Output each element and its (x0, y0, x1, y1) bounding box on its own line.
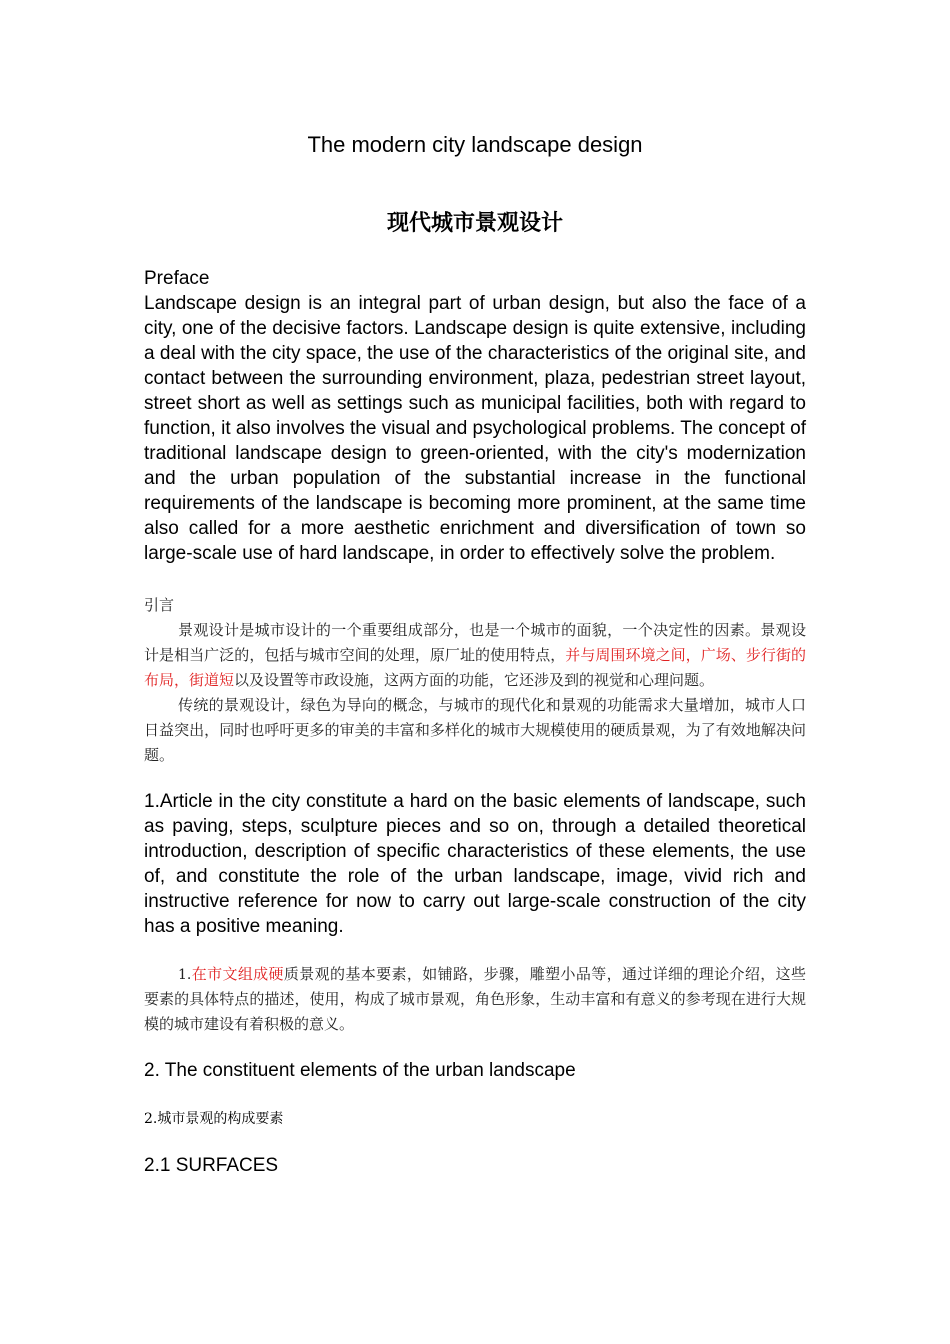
section-2-1-heading: 2.1 SURFACES (144, 1155, 279, 1176)
intro-paragraph-cn-1 (144, 618, 806, 693)
intro-paragraph-cn-2: 传统的景观设计，绿色为导向的概念，与城市的现代化和景观的功能需求大量增加，城市人口日益突出，同时也呼吁更多的审美的丰富和多样化的城市大规模使用的硬质景观，为了有效地解决问题。 (144, 696, 806, 764)
article-cn-number: 1. (178, 967, 192, 983)
article-cn-highlight: 在市文组成硬 (191, 965, 284, 983)
article-cn-rest: 质景观的基本要素，如铺路，步骤，雕塑小品等，通过详细的理论介绍，这些要素的具体特点的描述，使用，构成了城市景观，角色形象，生动丰富和有意义的参考现在进行大规模的城市建设有着积极的意义。 (144, 965, 806, 1033)
preface-paragraph: Landscape design is an integral part of urban design, but also the face of a city, one of the decisive factors. Landscape design is quite extensive, including a deal with the city space, the use of the characteristics of the original site, and contact between the surrounding environment, plaza, pedestrian street layout, street short as well as settings such as municipal facilities, both with regard to function, it also involves the visual and psychological problems. The concept of traditional landscape design to green-oriented, with the city's modernization and the urban population of the substantial increase in the functional requirements of the landscape is becoming more prominent, at the same time also called for a more aesthetic enrichment and diversification of town so large-scale use of hard landscape, in order to effectively solve the problem. (144, 293, 806, 564)
title-chinese: 现代城市景观设计 (386, 210, 563, 236)
article-paragraph-block (144, 789, 806, 939)
title-english: The modern city landscape design (307, 132, 643, 157)
intro-heading-cn: 引言 (144, 596, 175, 614)
intro-cn-block (144, 593, 806, 768)
intro-cn-1-b: 以及设置等市政设施，这两方面的功能，它还涉及到的视觉和心理问题。 (234, 671, 715, 689)
section-2-heading-cn: 2.城市景观的构成要素 (144, 1111, 284, 1127)
intro-cn-1-highlight: 并与周围环境之间，广场、步行街的布局，街道短 (144, 646, 806, 689)
preface-block (144, 266, 806, 566)
article-paragraph: 1.Article in the city constitute a hard on the basic elements of landscape, such as paving, steps, sculpture pieces and so on, through a detailed theoretical introduction, description of specific characteristics of these elements, the use of, and constitute the role of the urban landscape, image, vivid rich and instructive reference for now to carry out large-scale construction of the city has a positive meaning. (144, 791, 806, 937)
preface-heading: Preface (144, 268, 210, 289)
section-2-heading: 2. The constituent elements of the urban landscape (144, 1060, 576, 1081)
intro-cn-1-a: 景观设计是城市设计的一个重要组成部分，也是一个城市的面貌，一个决定性的因素。景观设计是相当广泛的，包括与城市空间的处理，原厂址的使用特点， (144, 621, 806, 664)
article-paragraph-cn (144, 962, 806, 1037)
article-cn-block (144, 962, 806, 1037)
